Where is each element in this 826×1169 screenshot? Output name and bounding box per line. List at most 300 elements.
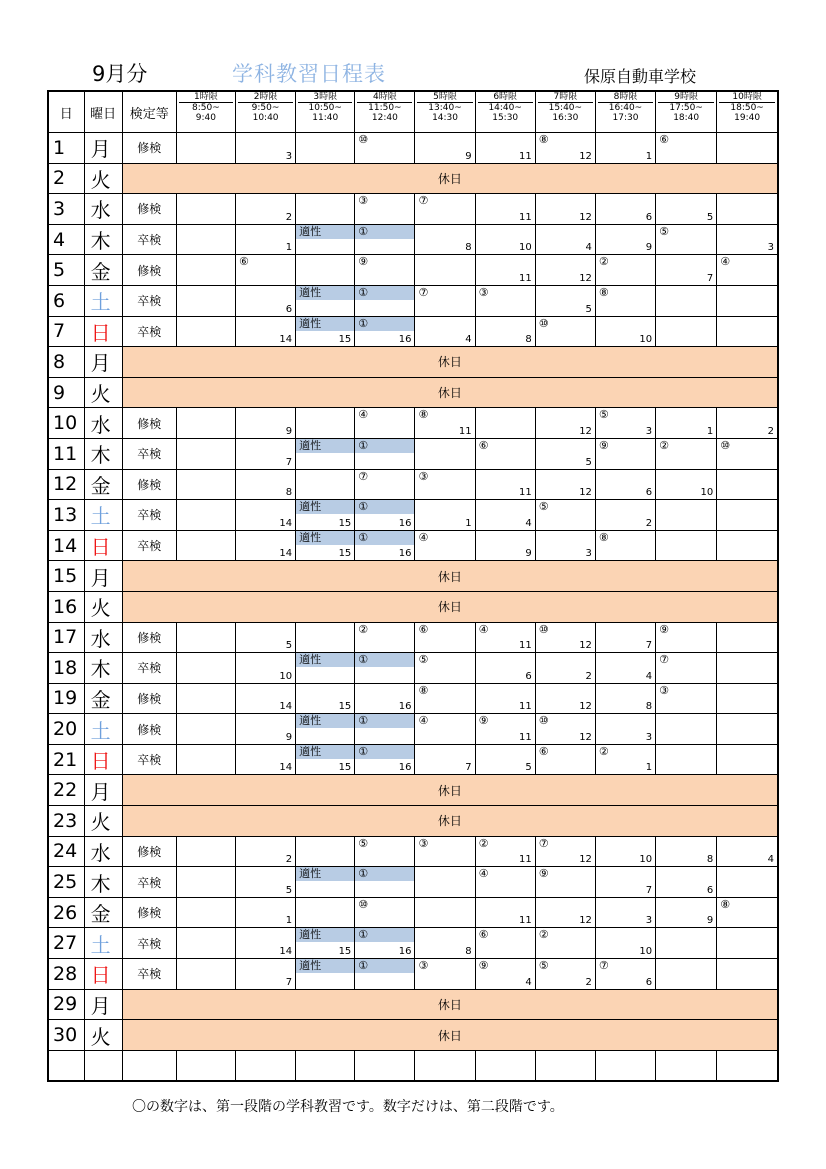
lesson-cell (235, 530, 295, 561)
stage2-lesson: 6 (645, 487, 653, 499)
period-end: 11:40 (312, 113, 339, 123)
lesson-cell (296, 928, 355, 959)
lesson-cell (535, 469, 595, 500)
exam-type: 修検 (122, 622, 176, 653)
stage2-lesson: 1 (285, 915, 293, 927)
stage2-lesson: 11 (519, 640, 532, 652)
period-header (176, 91, 235, 133)
lesson-cell (176, 469, 235, 500)
day-number: 8 (48, 347, 84, 378)
day-number: 26 (48, 897, 84, 928)
exam-type (122, 1050, 176, 1081)
stage1-lesson: ① (358, 530, 369, 544)
lesson-cell (296, 530, 355, 561)
lesson-cell (475, 285, 535, 316)
lesson-cell (415, 316, 475, 347)
stage1-lesson: ⑨ (478, 959, 489, 973)
stage1-lesson: ② (538, 928, 549, 942)
lesson-cell (717, 867, 778, 898)
stage2-lesson: 14 (279, 762, 293, 774)
table-row (48, 163, 778, 194)
lesson-cell (656, 683, 717, 714)
lesson-cell (475, 316, 535, 347)
stage2-lesson: 3 (645, 731, 653, 743)
stage1-lesson: ⑧ (598, 285, 609, 299)
period-end: 12:40 (371, 113, 398, 123)
weekday: 火 (84, 1020, 122, 1051)
weekday: 月 (84, 347, 122, 378)
stage1-lesson: ③ (659, 683, 669, 697)
table-row (48, 316, 778, 347)
stage1-lesson: ⑥ (478, 928, 489, 942)
weekday: 日 (84, 530, 122, 561)
stage1-lesson: ① (358, 744, 369, 758)
exam-type: 卒検 (122, 959, 176, 990)
lesson-cell (296, 224, 355, 255)
exam-type: 卒検 (122, 285, 176, 316)
lesson-cell (415, 1050, 475, 1081)
holiday-cell: 休日 (122, 1020, 778, 1051)
school-name: 保原自動車学校 (584, 67, 697, 86)
stage2-lesson: 12 (579, 425, 592, 437)
stage2-lesson: 9 (706, 915, 714, 927)
stage2-lesson: 15 (338, 701, 352, 713)
lesson-cell (595, 897, 655, 928)
stage2-lesson: 7 (645, 884, 653, 896)
lesson-cell (415, 897, 475, 928)
stage1-lesson: ② (598, 255, 609, 269)
weekday: 日 (84, 316, 122, 347)
lesson-cell (176, 622, 235, 653)
stage2-lesson: 16 (398, 517, 412, 529)
lesson-cell (176, 897, 235, 928)
day-number: 13 (48, 500, 84, 531)
period-header (415, 91, 475, 133)
period-end: 10:40 (252, 113, 279, 123)
table-row (48, 285, 778, 316)
table-row (48, 959, 778, 990)
lesson-cell (595, 959, 655, 990)
header-row (48, 91, 778, 133)
period-end: 17:30 (612, 113, 639, 123)
lesson-cell (595, 133, 655, 164)
stage1-lesson: ① (358, 867, 369, 881)
lesson-cell (656, 744, 717, 775)
day-number: 9 (48, 377, 84, 408)
lesson-cell (475, 408, 535, 439)
stage2-lesson: 6 (285, 303, 293, 315)
lesson-cell (656, 867, 717, 898)
stage2-lesson: 12 (579, 272, 592, 284)
month-label: 9月分 (92, 62, 148, 86)
period-name: 1時限 (179, 92, 233, 103)
stage1-lesson: ⑦ (358, 469, 369, 483)
lesson-cell (176, 500, 235, 531)
stage2-lesson: 10 (639, 334, 653, 346)
lesson-cell (176, 653, 235, 684)
table-row (48, 194, 778, 225)
stage2-lesson: 15 (338, 548, 352, 560)
lesson-cell (717, 316, 778, 347)
lesson-cell (355, 194, 415, 225)
weekday: 木 (84, 224, 122, 255)
lesson-cell (235, 194, 295, 225)
stage2-lesson: 6 (525, 670, 532, 682)
lesson-cell (535, 285, 595, 316)
stage2-lesson: 12 (579, 854, 592, 866)
lesson-cell (656, 316, 717, 347)
lesson-cell (535, 408, 595, 439)
lesson-cell (235, 500, 295, 531)
period-name: 5時限 (417, 92, 472, 103)
day-number: 22 (48, 775, 84, 806)
day-number: 28 (48, 959, 84, 990)
table-row (48, 714, 778, 745)
table-row (48, 224, 778, 255)
stage2-lesson: 15 (338, 762, 352, 774)
lesson-cell (235, 836, 295, 867)
stage1-lesson: ⑤ (358, 836, 369, 850)
stage1-lesson: ⑨ (598, 438, 609, 452)
lesson-cell (475, 438, 535, 469)
stage2-lesson: 3 (585, 548, 592, 560)
col-weekday: 曜日 (84, 91, 122, 133)
stage1-lesson: ① (358, 653, 369, 667)
stage1-lesson: ① (358, 500, 369, 514)
exam-type: 卒検 (122, 928, 176, 959)
stage2-lesson: 2 (285, 211, 293, 223)
holiday-cell: 休日 (122, 347, 778, 378)
table-row (48, 897, 778, 928)
table-row (48, 408, 778, 439)
weekday: 日 (84, 744, 122, 775)
period-end: 16:30 (552, 113, 579, 123)
lesson-cell (535, 622, 595, 653)
lesson-cell (717, 438, 778, 469)
stage2-lesson: 1 (645, 150, 653, 162)
stage1-lesson: ⑤ (598, 408, 609, 422)
lesson-cell (717, 959, 778, 990)
stage2-lesson: 15 (338, 517, 352, 529)
day-number: 15 (48, 561, 84, 592)
day-number: 18 (48, 653, 84, 684)
stage2-lesson: 6 (645, 211, 653, 223)
stage2-lesson: 16 (398, 701, 412, 713)
holiday-cell: 休日 (122, 377, 778, 408)
day-number: 20 (48, 714, 84, 745)
period-end: 14:30 (432, 113, 458, 123)
holiday-cell: 休日 (122, 989, 778, 1020)
lesson-cell (415, 683, 475, 714)
lesson-cell (656, 500, 717, 531)
exam-type: 修検 (122, 133, 176, 164)
period-start: 13:40~ (428, 103, 462, 113)
period-name: 6時限 (478, 92, 533, 103)
stage2-lesson: 12 (579, 211, 592, 223)
lesson-cell (296, 836, 355, 867)
lesson-cell (235, 1050, 295, 1081)
lesson-cell (595, 683, 655, 714)
period-start: 9:50~ (251, 103, 280, 113)
lesson-cell (717, 285, 778, 316)
stage2-lesson: 1 (645, 762, 653, 774)
lesson-cell (535, 500, 595, 531)
lesson-cell (656, 836, 717, 867)
lesson-cell (176, 1050, 235, 1081)
lesson-cell (296, 653, 355, 684)
weekday: 月 (84, 133, 122, 164)
stage2-lesson: 3 (285, 150, 293, 162)
lesson-cell (656, 408, 717, 439)
lesson-cell (415, 255, 475, 286)
period-start: 11:50~ (368, 103, 402, 113)
stage1-lesson: ② (478, 836, 489, 850)
day-number: 25 (48, 867, 84, 898)
period-header (535, 91, 595, 133)
aptitude-label: 適性 (299, 928, 322, 942)
stage1-lesson: ⑥ (659, 133, 669, 146)
day-number: 1 (48, 133, 84, 164)
lesson-cell (717, 622, 778, 653)
lesson-cell (656, 224, 717, 255)
weekday: 火 (84, 377, 122, 408)
lesson-cell (176, 438, 235, 469)
period-start: 18:50~ (730, 103, 764, 113)
lesson-cell (296, 255, 355, 286)
lesson-cell (475, 1050, 535, 1081)
lesson-cell (415, 224, 475, 255)
day-number: 2 (48, 163, 84, 194)
lesson-cell (595, 438, 655, 469)
exam-type: 卒検 (122, 744, 176, 775)
holiday-cell: 休日 (122, 163, 778, 194)
table-row (48, 133, 778, 164)
stage2-lesson: 9 (285, 425, 293, 437)
stage2-lesson: 12 (579, 487, 592, 499)
stage2-lesson: 7 (285, 976, 293, 988)
stage2-lesson: 8 (465, 946, 472, 958)
table-row (48, 469, 778, 500)
lesson-cell (595, 285, 655, 316)
stage2-lesson: 5 (706, 211, 714, 223)
lesson-cell (176, 224, 235, 255)
stage1-lesson: ⑤ (659, 224, 669, 238)
lesson-cell (717, 653, 778, 684)
stage2-lesson: 10 (700, 487, 714, 499)
table-row (48, 377, 778, 408)
stage1-lesson: ⑤ (418, 653, 429, 667)
day-number: 6 (48, 285, 84, 316)
stage1-lesson: ⑥ (538, 744, 549, 758)
lesson-cell (717, 224, 778, 255)
lesson-cell (717, 133, 778, 164)
period-end: 15:30 (492, 113, 519, 123)
lesson-cell (235, 867, 295, 898)
weekday: 木 (84, 867, 122, 898)
stage2-lesson: 8 (525, 334, 532, 346)
stage2-lesson: 7 (645, 640, 653, 652)
stage2-lesson: 16 (398, 946, 412, 958)
stage2-lesson: 11 (458, 425, 472, 437)
lesson-cell (235, 622, 295, 653)
weekday: 水 (84, 622, 122, 653)
lesson-cell (595, 1050, 655, 1081)
col-exam: 検定等 (122, 91, 176, 133)
lesson-cell (595, 622, 655, 653)
stage1-lesson: ① (358, 928, 369, 942)
stage2-lesson: 2 (585, 976, 592, 988)
stage2-lesson: 11 (519, 150, 532, 162)
stage1-lesson: ③ (358, 194, 369, 208)
lesson-cell (475, 928, 535, 959)
lesson-cell (415, 836, 475, 867)
stage1-lesson: ① (358, 438, 369, 452)
stage2-lesson: 2 (767, 425, 774, 437)
stage1-lesson: ⑩ (720, 438, 731, 452)
lesson-cell (415, 500, 475, 531)
lesson-cell (415, 622, 475, 653)
exam-type: 修検 (122, 469, 176, 500)
day-number: 7 (48, 316, 84, 347)
lesson-cell (717, 408, 778, 439)
stage1-lesson: ⑦ (538, 836, 549, 850)
lesson-cell (475, 897, 535, 928)
lesson-cell (415, 133, 475, 164)
lesson-cell (176, 194, 235, 225)
holiday-cell: 休日 (122, 561, 778, 592)
lesson-cell (296, 683, 355, 714)
stage1-lesson: ⑩ (538, 714, 549, 728)
lesson-cell (535, 959, 595, 990)
lesson-cell (595, 469, 655, 500)
stage2-lesson: 8 (465, 242, 472, 254)
period-name: 3時限 (298, 92, 352, 103)
lesson-cell (355, 836, 415, 867)
aptitude-label: 適性 (299, 959, 322, 973)
lesson-cell (355, 714, 415, 745)
period-name: 9時限 (658, 92, 714, 103)
stage1-lesson: ⑥ (238, 255, 249, 269)
stage1-lesson: ⑤ (538, 500, 549, 514)
aptitude-label: 適性 (299, 285, 322, 299)
table-row (48, 347, 778, 378)
lesson-cell (355, 744, 415, 775)
period-start: 15:40~ (548, 103, 583, 113)
lesson-cell (235, 897, 295, 928)
lesson-cell (656, 255, 717, 286)
weekday: 土 (84, 928, 122, 959)
stage1-lesson: ④ (478, 867, 489, 881)
lesson-cell (415, 867, 475, 898)
lesson-cell (355, 1050, 415, 1081)
lesson-cell (717, 194, 778, 225)
stage2-lesson: 16 (398, 762, 412, 774)
stage2-lesson: 4 (585, 242, 592, 254)
period-name: 10時限 (719, 92, 775, 103)
lesson-cell (176, 836, 235, 867)
lesson-cell (717, 714, 778, 745)
lesson-cell (355, 897, 415, 928)
lesson-cell (595, 530, 655, 561)
lesson-cell (415, 714, 475, 745)
lesson-cell (176, 683, 235, 714)
stage1-lesson: ④ (358, 408, 369, 422)
lesson-cell (717, 744, 778, 775)
exam-type: 修検 (122, 836, 176, 867)
lesson-cell (535, 744, 595, 775)
exam-type: 卒検 (122, 438, 176, 469)
lesson-cell (595, 500, 655, 531)
lesson-cell (475, 622, 535, 653)
stage1-lesson: ⑧ (418, 408, 429, 422)
stage1-lesson: ⑥ (478, 438, 489, 452)
lesson-cell (235, 255, 295, 286)
lesson-cell (355, 928, 415, 959)
day-number: 27 (48, 928, 84, 959)
lesson-cell (595, 836, 655, 867)
aptitude-label: 適性 (299, 744, 322, 758)
lesson-cell (535, 714, 595, 745)
table-row (48, 591, 778, 622)
lesson-cell (535, 194, 595, 225)
lesson-cell (415, 928, 475, 959)
lesson-cell (475, 867, 535, 898)
lesson-cell (296, 316, 355, 347)
stage1-lesson: ⑧ (720, 897, 731, 911)
lesson-cell (535, 255, 595, 286)
stage1-lesson: ⑧ (598, 530, 609, 544)
stage2-lesson: 7 (706, 272, 714, 284)
period-start: 8:50~ (192, 103, 220, 113)
lesson-cell (235, 959, 295, 990)
table-row (48, 530, 778, 561)
stage2-lesson: 10 (519, 242, 532, 254)
stage1-lesson: ⑧ (538, 133, 549, 146)
lesson-cell (296, 714, 355, 745)
aptitude-label: 適性 (299, 224, 322, 238)
lesson-cell (415, 285, 475, 316)
lesson-cell (475, 469, 535, 500)
stage1-lesson: ③ (418, 469, 429, 483)
table-row (48, 683, 778, 714)
lesson-cell (475, 500, 535, 531)
aptitude-label: 適性 (299, 867, 322, 881)
lesson-cell (535, 653, 595, 684)
lesson-cell (235, 408, 295, 439)
schedule-body (48, 133, 778, 1082)
lesson-cell (595, 316, 655, 347)
period-header (475, 91, 535, 133)
stage1-lesson: ⑦ (598, 959, 609, 973)
exam-type: 卒検 (122, 316, 176, 347)
lesson-cell (656, 928, 717, 959)
stage1-lesson: ② (659, 438, 669, 452)
stage2-lesson: 4 (767, 854, 774, 866)
stage2-lesson: 16 (398, 548, 412, 560)
stage2-lesson: 4 (465, 334, 472, 346)
stage2-lesson: 12 (579, 915, 592, 927)
stage1-lesson: ① (358, 959, 369, 973)
period-header (656, 91, 717, 133)
stage1-lesson: ⑩ (358, 897, 369, 911)
lesson-cell (296, 622, 355, 653)
stage1-lesson: ④ (720, 255, 731, 269)
stage2-lesson: 3 (767, 242, 774, 254)
lesson-cell (235, 928, 295, 959)
stage1-lesson: ⑦ (659, 653, 669, 667)
lesson-cell (235, 714, 295, 745)
footnote: 〇の数字は、第一段階の学科教習です。数字だけは、第二段階です。 (132, 1099, 564, 1115)
